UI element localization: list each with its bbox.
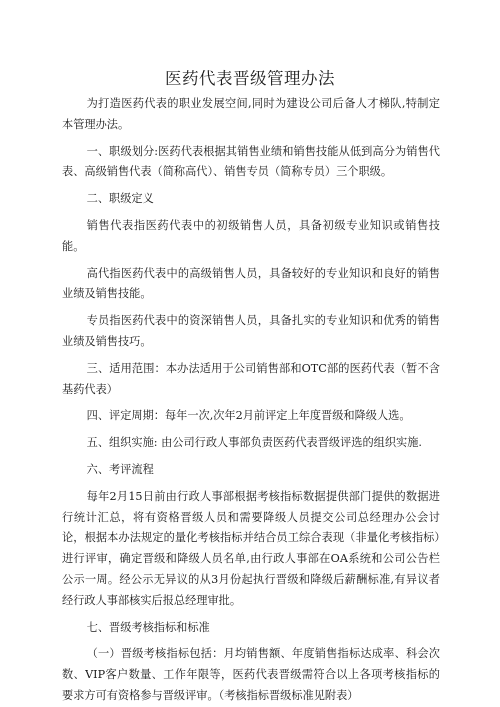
section-6-process: 每年2月15日前由行政人事部根据考核指标数据提供部门提供的数据进行统计汇总，将有资格晋级人员和需要降级人员提交公司总经理办公会讨论，根据本办法规定的量化考核指标并结合员工综合表现（非量化考核指标）进行评审，确定晋级和降级人员名单,由行政人事部在OA系统和公司公告栏公示一周。经公示无异议的从3月份起执行晋级和降级后薪酬标准,有异议者经行政人事部核实后报总经理审批。 — [62, 489, 440, 607]
section-1-rank-division: 一、职级划分:医药代表根据其销售业绩和销售技能从低到高分为销售代表、高级销售代表（简称高代）、销售专员（简称专员）三个职级。 — [62, 144, 440, 179]
section-7-indicators: （一）晋级考核指标包括：月均销售额、年度销售指标达成率、科会次数、VIP客户数量、工作年限等，医药代表晋级需符合以上各项考核指标的要求方可有资格参与晋级评审。（考核指标晋级标准见附表） — [62, 647, 440, 702]
section-3-scope: 三、适用范围：本办法适用于公司销售部和OTC部的医药代表（暂不含基药代表） — [62, 361, 440, 396]
section-2-heading: 二、职级定义 — [86, 192, 154, 206]
document-body — [62, 94, 440, 707]
section-6-heading: 六、考评流程 — [86, 462, 154, 476]
definition-senior-rep: 高代指医药代表中的高级销售人员，具备较好的专业知识和良好的销售业绩及销售技能。 — [62, 266, 440, 301]
definition-specialist: 专员指医药代表中的资深销售人员，具备扎实的专业知识和优秀的销售业绩及销售技巧。 — [62, 314, 440, 348]
section-4-cycle: 四、评定周期：每年一次,次年2月前评定上年度晋级和降级人选。 — [86, 409, 411, 423]
intro-paragraph: 为打造医药代表的职业发展空间,同时为建设公司后备人才梯队,特制定本管理办法。 — [62, 97, 440, 131]
definition-sales-rep: 销售代表指医药代表中的初级销售人员，具备初级专业知识或销售技能。 — [62, 218, 440, 253]
section-5-organization: 五、组织实施: 由公司行政人事部负责医药代表晋级评选的组织实施. — [86, 436, 422, 450]
document-title: 医药代表晋级管理办法 — [165, 69, 335, 88]
section-7-heading: 七、晋级考核指标和标准 — [86, 620, 210, 634]
